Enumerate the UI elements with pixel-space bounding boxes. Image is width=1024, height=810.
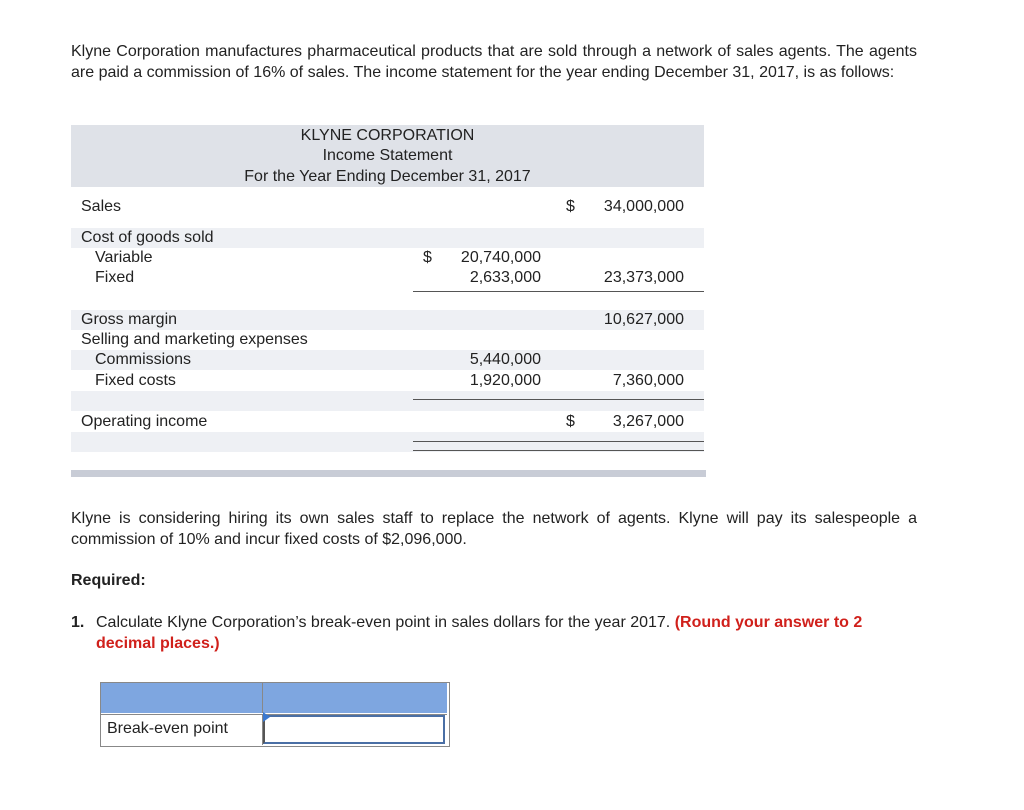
rounding-note: (Round your answer to 2 decimal places.) <box>96 614 863 652</box>
intro-paragraph: Klyne Corporation manufactures pharmaceutical products that are sold through a network of sales agents. The agents are paid a commission of 16% of sales. The income statement for the year ending December 31, 2017, is as follows: <box>71 43 917 81</box>
question-text <box>96 613 918 654</box>
sales-total: 34,000,000 <box>603 198 684 215</box>
commissions-label: Commissions <box>95 351 192 368</box>
double-rule-bottom <box>413 450 704 451</box>
fixed-costs-label: Fixed costs <box>95 372 176 389</box>
cogs-label: Cost of goods sold <box>81 229 214 246</box>
question-number: 1. <box>71 614 85 631</box>
question-body: Calculate Klyne Corporation’s break-even point in sales dollars for the year 2017. <box>96 614 671 631</box>
cogs-total: 23,373,000 <box>603 269 684 286</box>
variable-dollar-sign: $ <box>423 249 432 266</box>
selling-label: Selling and marketing expenses <box>81 331 308 348</box>
fixed-label: Fixed <box>95 269 135 286</box>
variable-label: Variable <box>95 249 153 266</box>
operating-income-dollar-sign: $ <box>566 413 575 430</box>
sales-dollar-sign: $ <box>566 198 575 215</box>
scenario-paragraph: Klyne is considering hiring its own sales staff to replace the network of agents. Klyne will pay its salespeople a commission of 10% and incur fixed costs of $2,096,000. <box>71 510 917 548</box>
statement-header <box>71 125 704 187</box>
answer-table-header-cell <box>263 683 447 713</box>
variable-amount: 20,740,000 <box>460 249 541 266</box>
commissions-amount: 5,440,000 <box>469 351 541 368</box>
income-statement <box>71 125 706 477</box>
statement-period: For the Year Ending December 31, 2017 <box>244 168 531 185</box>
operating-income-label: Operating income <box>81 413 208 430</box>
gross-margin-total: 10,627,000 <box>603 311 684 328</box>
fixed-amount: 2,633,000 <box>469 269 541 286</box>
statement-title: Income Statement <box>322 147 453 164</box>
row-band <box>71 391 704 411</box>
answer-table-header-cell <box>101 683 263 713</box>
selling-total: 7,360,000 <box>612 372 684 389</box>
input-indicator-icon <box>263 712 270 722</box>
break-even-input[interactable] <box>263 715 445 744</box>
required-heading: Required: <box>71 572 146 589</box>
break-even-label: Break-even point <box>107 720 228 737</box>
double-rule-top <box>413 441 704 442</box>
operating-income-total: 3,267,000 <box>612 413 684 430</box>
fixed-costs-amount: 1,920,000 <box>469 372 541 389</box>
row-band <box>71 432 704 452</box>
gross-margin-label: Gross margin <box>81 311 178 328</box>
answer-table <box>100 682 450 747</box>
company-name: KLYNE CORPORATION <box>300 127 475 144</box>
subtotal-rule <box>413 399 704 400</box>
statement-bottom-bar <box>71 470 706 477</box>
sales-label: Sales <box>81 198 122 215</box>
subtotal-rule <box>413 291 704 292</box>
